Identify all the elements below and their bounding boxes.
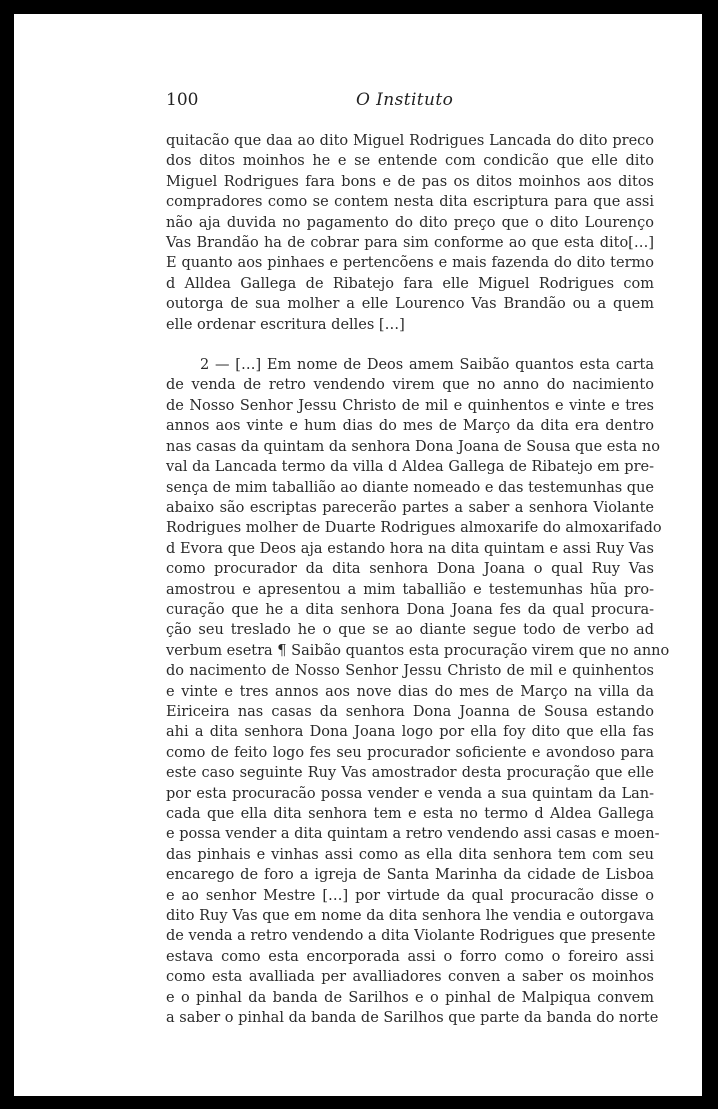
text-line: Rodrigues molher de Duarte Rodrigues almoxarife do almoxarifado [166,520,662,537]
text-line: d Alldea Gallega de Ribatejo fara elle Miguel Rodrigues com [166,275,654,292]
text-line: nas casas da quintam da senhora Dona Joana de Sousa que esta no [166,438,660,455]
text-line: como procurador da dita senhora Dona Joana o qual Ruy Vas [166,561,654,578]
text-line: Vas Brandão ha de cobrar para sim conforme ao que esta dito[…] [166,235,654,252]
text-line: e possa vender a dita quintam a retro vendendo assi casas e moen- [166,826,660,843]
text-line: como de feito logo fes seu procurador soficiente e avondoso para [166,744,654,761]
text-line: sença de mim taballião ao diante nomeado e das testemunhas que [166,479,654,496]
text-line: curação que he a dita senhora Dona Joana fes da qual procura- [166,601,654,618]
text-line: não aja duvida no pagamento do dito preço que o dito Lourenço [166,214,654,231]
text-line: do nacimento de Nosso Senhor Jessu Christo de mil e quinhentos [166,663,654,680]
paragraph-1 [166,131,654,335]
text-line: e vinte e tres annos aos nove dias do mes de Março na villa da [166,683,654,700]
text-line: E quanto aos pinhaes e pertencõens e mais fazenda do dito termo [166,255,654,272]
text-line: annos aos vinte e hum dias do mes de Março da dita era dentro [166,418,654,435]
text-line: cada que ella dita senhora tem e esta no termo d Aldea Gallega [166,806,654,822]
text-line: e o pinhal da banda de Sarilhos e o pinhal de Malpiqua convem [166,989,654,1006]
text-line: Eiriceira nas casas da senhora Dona Joanna de Sousa estando [166,703,654,720]
text-line: de Nosso Senhor Jessu Christo de mil e quinhentos e vinte e tres [166,397,654,414]
text-line: este caso seguinte Ruy Vas amostrador desta procuração que elle [166,765,654,782]
text-line: ahi a dita senhora Dona Joana logo por ella foy dito que ella fas [166,724,654,741]
text-line: 2 — […] Em nome de Deos amem Saibão quantos esta carta [200,357,654,374]
text-line: estava como esta encorporada assi o forro como o foreiro assi [166,948,654,965]
text-line: outorga de sua molher a elle Lourenco Vas Brandão ou a quem [166,296,654,313]
paragraph-2 [166,355,670,1028]
text-line: ção seu treslado he o que se ao diante segue todo de verbo ad [166,622,654,639]
text-line: de venda de retro vendendo virem que no anno do nacimiento [166,377,654,394]
text-line: d Evora que Deos aja estando hora na dita quintam e assi Ruy Vas [166,540,654,557]
body-text [166,131,670,1028]
text-line: elle ordenar escritura delles […] [166,316,405,333]
text-line: verbum esetra ¶ Saibão quantos esta procuração virem que no anno [166,642,670,659]
running-title: O Instituto [356,90,454,110]
page-number: 100 [166,90,199,110]
text-line: encarego de foro a igreja de Santa Marinha da cidade de Lisboa [166,867,654,884]
text-line: abaixo são escriptas parecerão partes a saber a senhora Violante [166,499,654,516]
text-line: val da Lancada termo da villa d Aldea Gallega de Ribatejo em pre- [166,459,654,476]
book-page [14,14,702,1096]
text-line: como esta avalliada per avalliadores conven a saber os moinhos [166,969,654,986]
text-line: por esta procuracão possa vender e venda a sua quintam da Lan- [166,785,654,802]
text-line: quitacão que daa ao dito Miguel Rodrigues Lancada do dito preco [166,133,654,149]
text-line: de venda a retro vendendo a dita Violante Rodrigues que presente [166,928,656,945]
text-line: a saber o pinhal da banda de Sarilhos que parte da banda do norte [166,1010,659,1027]
text-line: Miguel Rodrigues fara bons e de pas os ditos moinhos aos ditos [166,173,654,190]
paragraph-break [166,335,654,355]
text-line: compradores como se contem nesta dita escriptura para que assi [166,194,654,211]
text-line: dito Ruy Vas que em nome da dita senhora lhe vendia e outorgava [166,908,654,925]
text-line: amostrou e apresentou a mim taballião e testemunhas hũa pro- [166,581,654,598]
page-header [166,90,654,114]
text-line: e ao senhor Mestre […] por virtude da qual procuracão disse o [166,887,654,904]
text-line: dos ditos moinhos he e se entende com condicão que elle dito [166,153,654,170]
text-line: das pinhais e vinhas assi como as ella dita senhora tem com seu [166,846,654,863]
